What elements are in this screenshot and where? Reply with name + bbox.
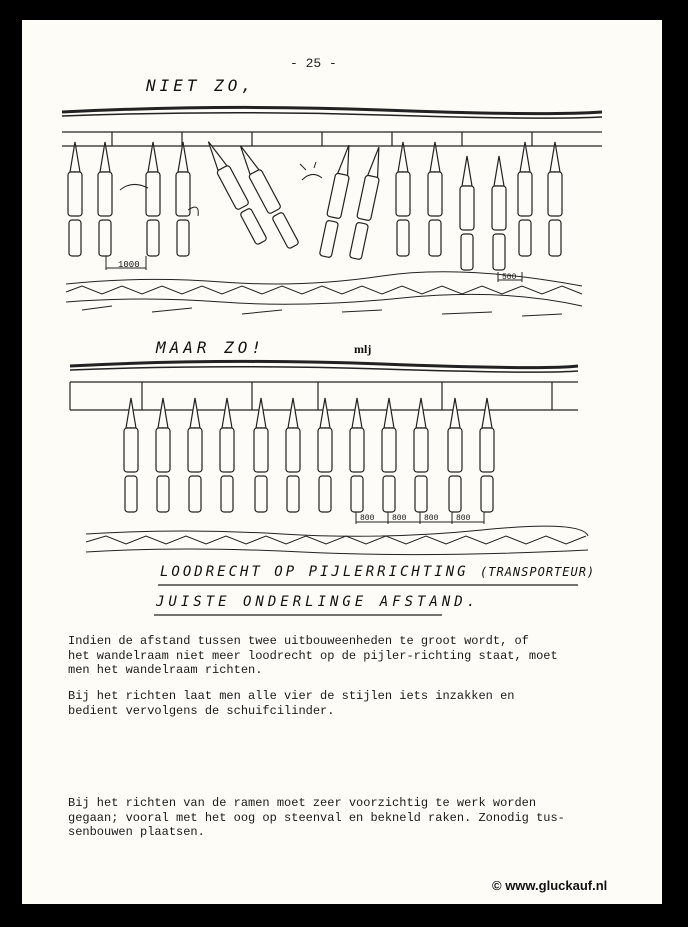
caption-line1-note: (TRANSPORTEUR) [480, 565, 596, 579]
conveyor-top [62, 107, 602, 146]
illustration [22, 20, 662, 904]
dimension-top-right: 500 [502, 273, 517, 282]
document-page [22, 20, 662, 904]
dimension-top-left: 1000 [118, 260, 140, 270]
signature: mlj [354, 342, 372, 356]
paragraph-3: Bij het richten van de ramen moet zeer voorzichtig te werk worden gegaan; vooral met het oog op steenval en bekneld raken. Zonodig tus- senbouwen plaatsen. [68, 796, 565, 839]
caption-spacing: JUISTE ONDERLINGE AFSTAND. [156, 594, 480, 610]
dimension-bottom-3: 800 [424, 514, 439, 523]
caption-perpendicular [160, 564, 595, 580]
floor-bottom [86, 526, 588, 554]
dimension-bottom-1: 800 [360, 514, 375, 523]
watermark: © www.gluckauf.nl [492, 878, 608, 893]
page-number: - 25 - [290, 56, 337, 71]
dimension-bottom-2: 800 [392, 514, 407, 523]
heading-right: MAAR ZO! [156, 338, 266, 357]
paragraph-2: Bij het richten laat men alle vier de stijlen iets inzakken en bedient vervolgens de schuifcilinder. [68, 689, 515, 718]
caption-line1-text: LOODRECHT OP PIJLERRICHTING [160, 564, 469, 580]
props-top [68, 138, 562, 270]
paragraph-1: Indien de afstand tussen twee uitbouweenheden te groot wordt, of het wandelraam niet meer loodrecht op de pijler-richting staat, moet men het wandelraam richten. [68, 634, 558, 677]
dimension-bottom-4: 800 [456, 514, 471, 523]
heading-wrong: NIET ZO, [146, 76, 256, 95]
props-bottom [124, 398, 494, 512]
